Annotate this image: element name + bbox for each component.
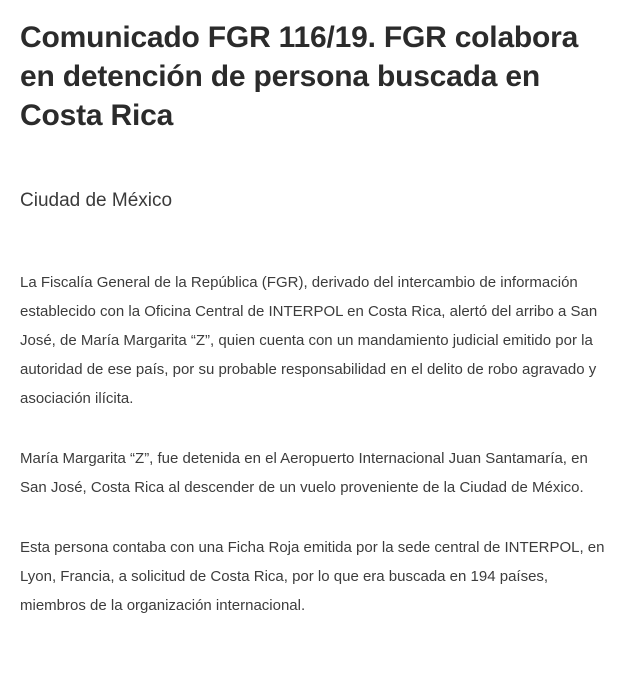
document-body [20, 268, 613, 620]
document-location: Ciudad de México [20, 190, 173, 211]
page-title: Comunicado FGR 116/19. FGR colabora en detención de persona buscada en Costa Rica [20, 21, 579, 132]
body-paragraph: María Margarita “Z”, fue detenida en el Aeropuerto Internacional Juan Santamaría, en San José, Costa Rica al descender de un vuelo proveniente de la Ciudad de México. [20, 450, 588, 496]
body-paragraph: Esta persona contaba con una Ficha Roja emitida por la sede central de INTERPOL, en Lyon, Francia, a solicitud de Costa Rica, por lo que era buscada en 194 países, miembros de la organización internacional. [20, 539, 605, 614]
body-paragraph: La Fiscalía General de la República (FGR), derivado del intercambio de información establecido con la Oficina Central de INTERPOL en Costa Rica, alertó del arribo a San José, de María Margarita “Z”, quien cuenta con un mandamiento judicial emitido por la autoridad de ese país, por su probable responsabilidad en el delito de robo agravado y asociación ilícita. [20, 274, 598, 407]
